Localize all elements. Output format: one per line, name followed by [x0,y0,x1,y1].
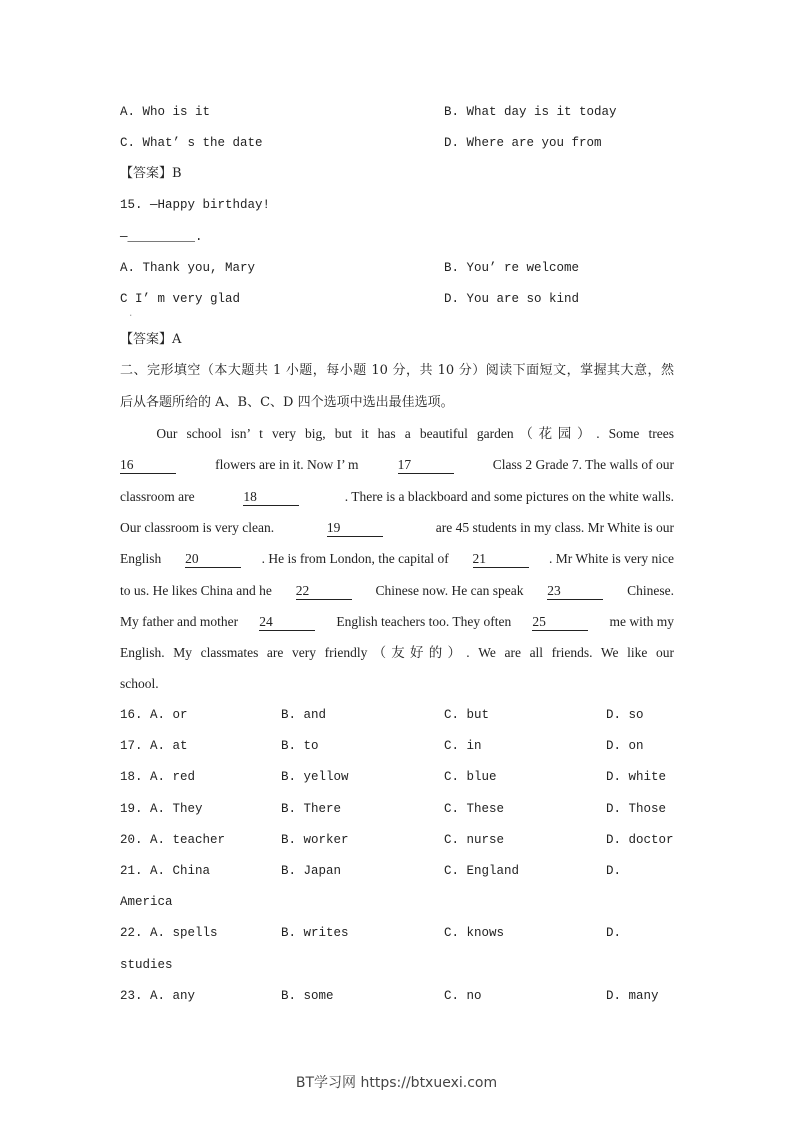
stray-mark: · [128,311,134,321]
section2-instructions-line1: 二、完形填空（本大题共 1 小题，每小题 10 分，共 10 分）阅读下面短文，掌握其大意，然 [120,363,674,378]
question-option: 19. A. They [120,801,203,816]
passage-line [120,583,674,600]
blank-25: 25 [532,614,588,631]
passage-text: Our classroom is very clean. [120,519,278,535]
question-option: B. Japan [281,864,342,878]
blank-18: 18 [243,489,299,506]
question-option: D. [606,864,622,878]
blank-16: 16 [120,457,176,474]
q14-option-d: D. Where are you from [444,136,602,150]
q14-option-c: C. What’ s the date [120,136,263,150]
q15-stem: 15. —Happy birthday! [120,198,271,212]
blank-20: 20 [185,551,241,568]
question-option: B. and [281,708,327,722]
question-option: C. nurse [444,832,505,847]
passage-line [120,520,674,537]
question-option: 18. A. red [120,770,196,785]
question-option: 23. A. any [120,988,196,1003]
question-option: D. white [606,770,667,785]
passage-text: classroom are [120,488,198,504]
blank-24: 24 [259,614,315,631]
question-option: B. some [281,988,334,1003]
passage-text: to us. He likes China and he [120,582,276,598]
question-option: D. doctor [606,832,674,847]
blank-17: 17 [398,457,454,474]
q15-option-d: D. You are so kind [444,292,580,306]
blank-21: 21 [473,551,529,568]
q15-option-b: B. You’ re welcome [444,261,580,275]
question-option: C. but [444,708,490,722]
question-option: D. on [606,739,644,754]
q15-option-a: A. Thank you, Mary [120,261,256,275]
question-option-wrapped: studies [120,957,173,972]
question-option: C. These [444,801,505,816]
question-option: C. in [444,739,482,754]
passage-text: Chinese. [623,582,674,598]
q15-option-c: C I’ m very glad [120,292,241,306]
passage-text: English. My classmates are very friendly（友好的）. We are all friends. We like our [120,645,674,661]
question-option: C. blue [444,770,497,785]
footer-watermark: BT学习网 https://btxuexi.com [295,1075,498,1091]
q15-answer: 【答案】A [120,332,182,347]
blank-19: 19 [327,520,383,537]
q15-reply: —_________. [120,230,203,244]
question-option: D. Those [606,801,667,816]
passage-text: school. [120,676,159,692]
section2-instructions-line2: 后从各题所给的 A、B、C、D 四个选项中选出最佳选项。 [120,395,454,410]
question-option: C. no [444,988,482,1003]
question-option: B. There [281,801,342,816]
passage-text: . He is from London, the capital of [261,551,453,567]
question-option: C. knows [444,926,505,941]
passage-text: Our school isn’ t very big, but it has a beautiful garden（花园）. Some trees [120,426,674,441]
question-option: B. worker [281,832,349,847]
question-option: 17. A. at [120,739,188,754]
q14-option-a: A. Who is it [120,105,211,119]
passage-text: My father and mother [120,613,242,629]
q14-answer: 【答案】B [120,166,182,181]
passage-line [120,551,674,568]
question-option: B. writes [281,926,349,941]
question-option: B. to [281,739,319,754]
question-option-wrapped: America [120,895,173,910]
passage-line [120,676,674,692]
passage-line [120,645,674,661]
passage-line [120,457,674,474]
passage-text: . Mr White is very nice [549,551,674,567]
passage-text: English teachers too. They often [333,613,515,629]
q14-option-b: B. What day is it today [444,105,617,119]
passage-text: are 45 students in my class. Mr White is our [432,519,674,535]
question-option: C. England [444,864,520,878]
question-option: D. so [606,708,644,722]
passage-text: Class 2 Grade 7. The walls of our [489,457,674,473]
question-option: D. [606,926,622,941]
blank-22: 22 [296,583,352,600]
question-option: 20. A. teacher [120,832,226,847]
passage-line [120,426,674,442]
passage-text: Chinese now. He can speak [372,582,527,598]
passage-text: me with my [606,613,674,629]
question-option: B. yellow [281,770,349,785]
passage-text: . There is a blackboard and some pictures on the white walls. [344,488,674,504]
passage-text: English [120,551,165,567]
passage-line [120,614,674,631]
question-option: 22. A. spells [120,926,218,941]
blank-23: 23 [547,583,603,600]
question-option: 16. A. or [120,708,188,722]
question-option: 21. A. China [120,864,211,878]
passage-line [120,489,674,506]
passage-text: flowers are in it. Now I’ m [211,457,362,473]
question-option: D. many [606,988,659,1003]
